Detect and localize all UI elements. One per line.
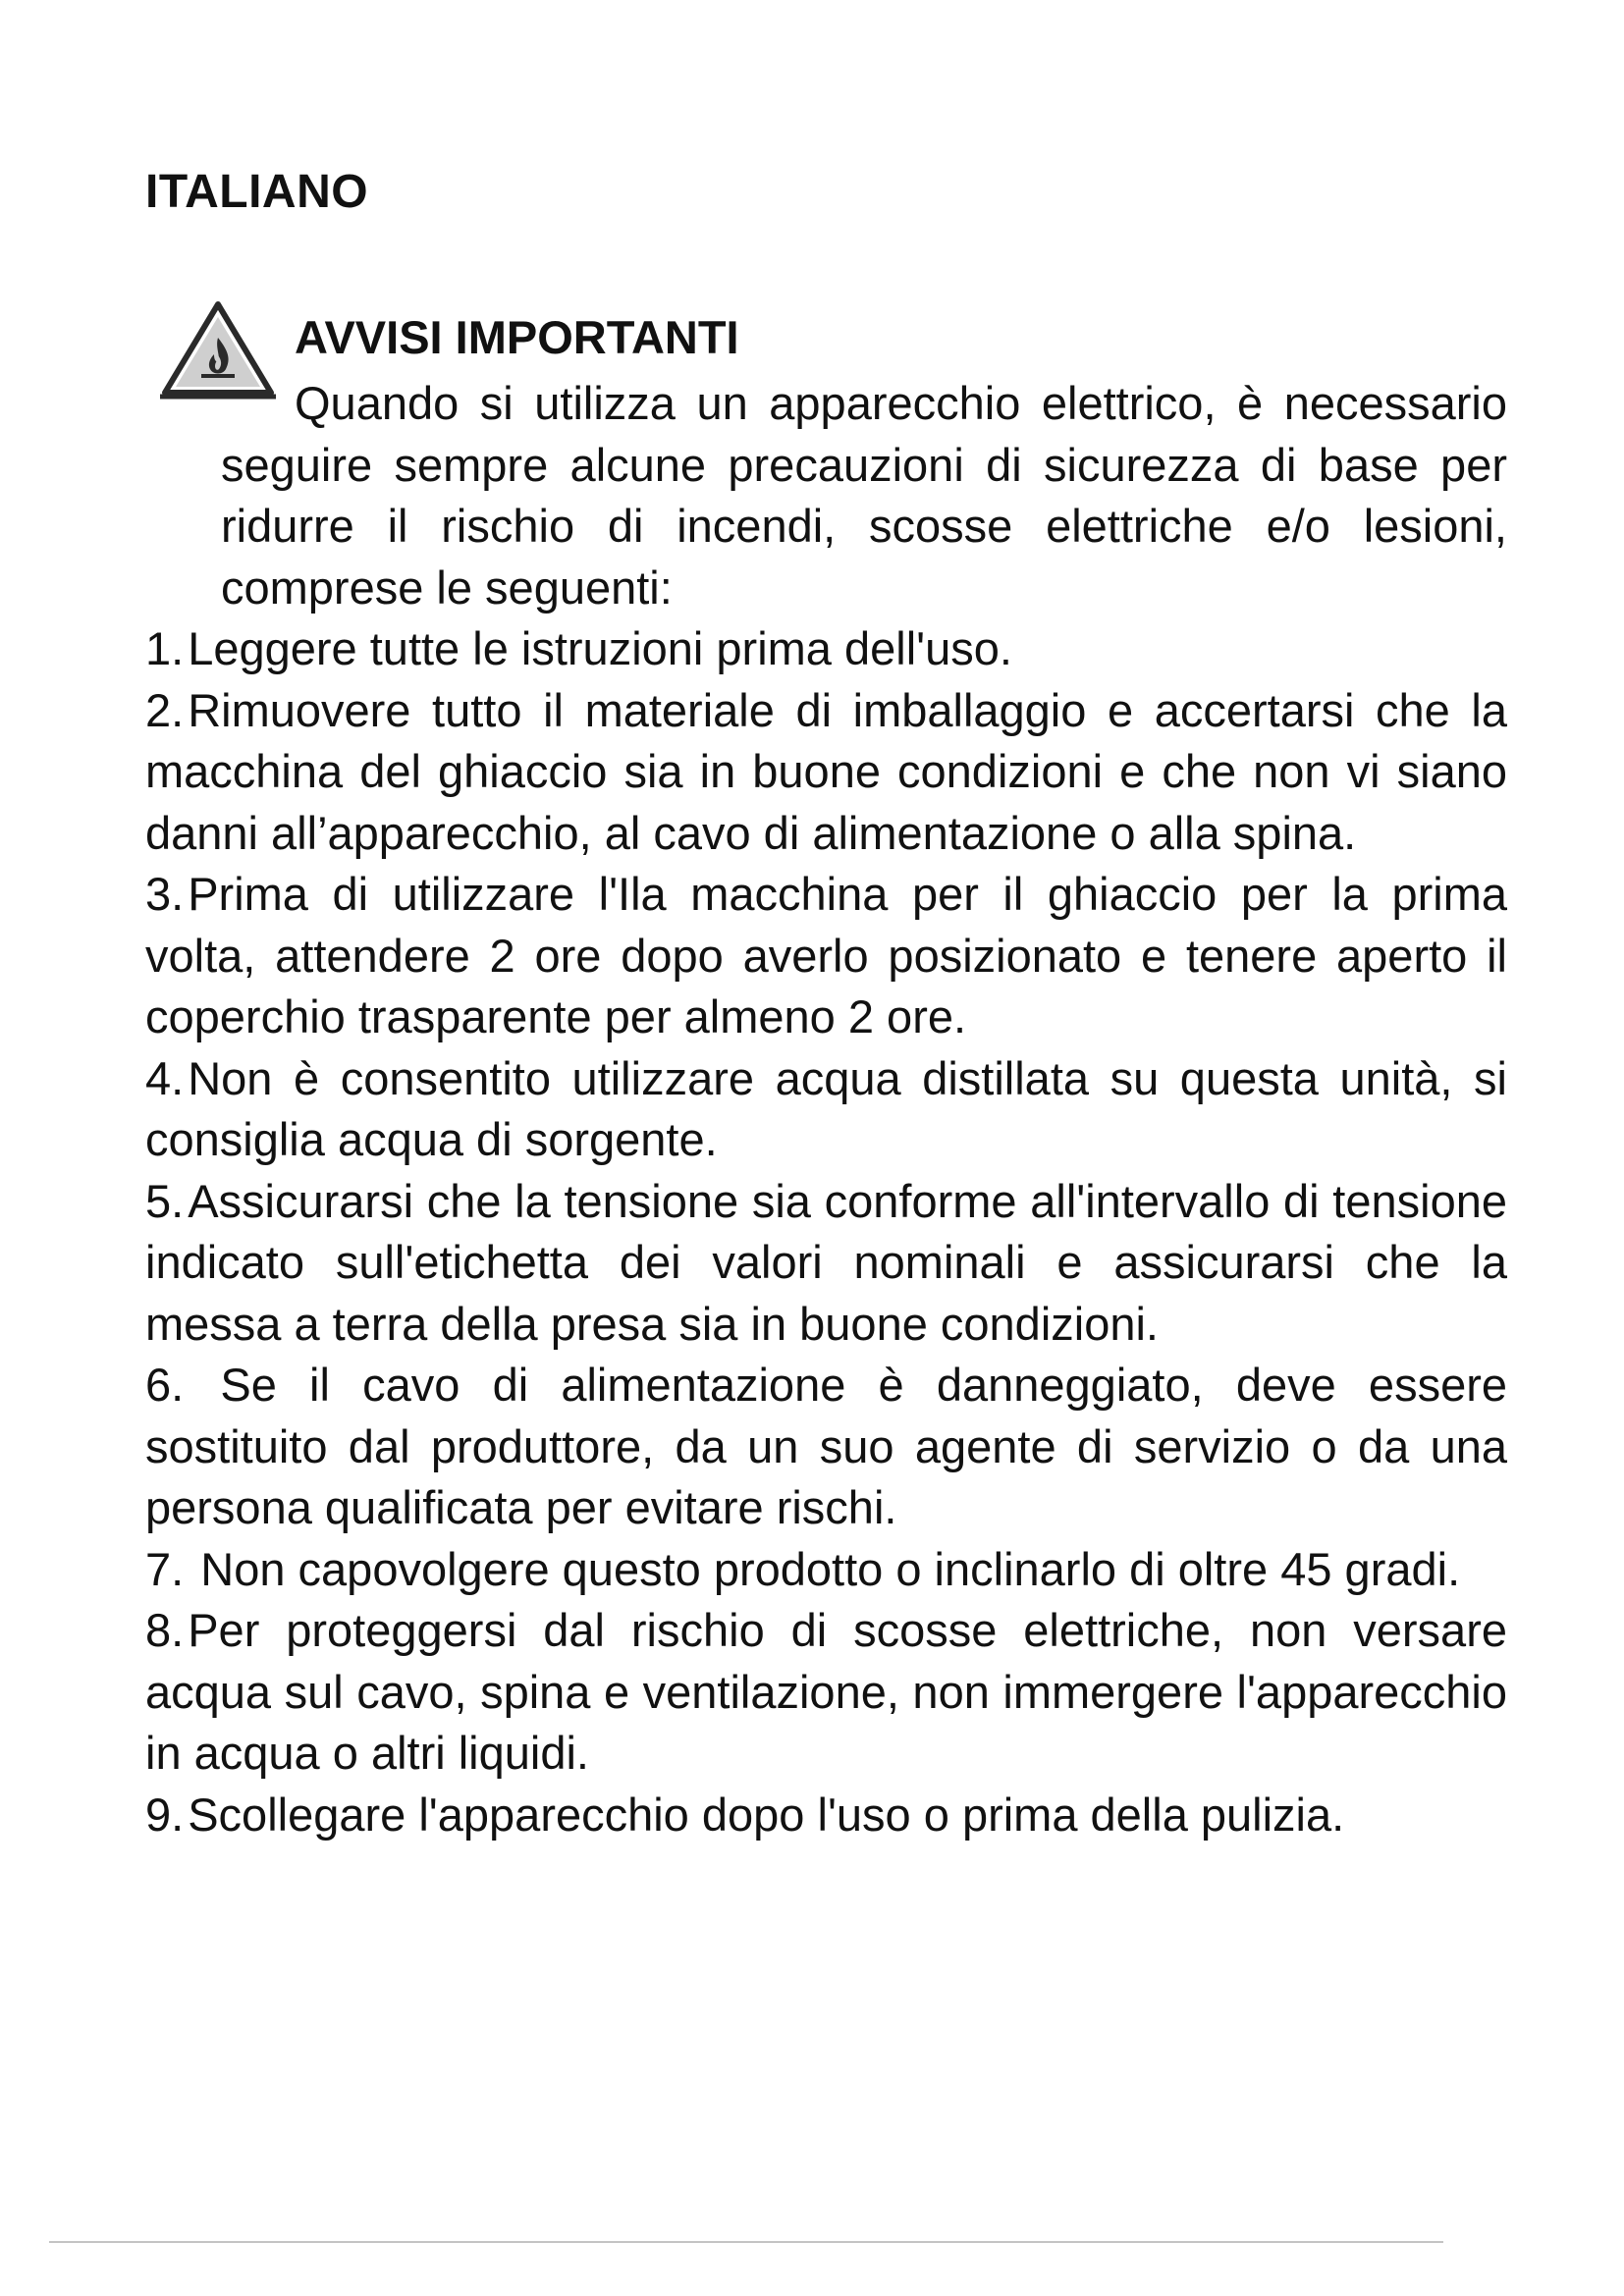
item-number: 4. xyxy=(145,1051,185,1104)
list-item xyxy=(145,1171,1507,1356)
item-number: 3. xyxy=(145,868,185,920)
item-number: 7. xyxy=(145,1542,185,1595)
item-number: 9. xyxy=(145,1788,185,1841)
item-text: Leggere tutte le istruzioni prima dell'uso. xyxy=(188,622,1012,674)
list-item xyxy=(145,618,1507,680)
item-number: 5. xyxy=(145,1174,185,1227)
precautions-list xyxy=(145,618,1507,1845)
item-text: Se il cavo di alimentazione è danneggiato, deve essere sostituito dal produttore, da un suo agente di servizio o da una persona qualificata per evitare rischi. xyxy=(145,1359,1507,1533)
warning-intro: Quando si utilizza un apparecchio elettrico, è necessario seguire sempre alcune precauzioni di sicurezza di base per ridurre il rischio di incendi, scosse elettriche e/o lesioni, comprese le seguenti: xyxy=(221,377,1507,614)
footer-divider xyxy=(49,2241,1443,2243)
list-item xyxy=(145,1539,1507,1601)
list-item xyxy=(145,680,1507,865)
list-item xyxy=(145,1355,1507,1539)
item-number: 2. xyxy=(145,683,185,736)
item-text: Non è consentito utilizzare acqua distillata su questa unità, si consiglia acqua di sorgente. xyxy=(145,1051,1507,1165)
item-text: Rimuovere tutto il materiale di imballaggio e accertarsi che la macchina del ghiaccio sia in buone condizioni e che non vi siano danni all’apparecchio, al cavo di alimentazione o alla spina. xyxy=(145,683,1507,859)
list-item xyxy=(145,1785,1507,1846)
item-text: Prima di utilizzare l'Ila macchina per il ghiaccio per la prima volta, attendere 2 ore dopo averlo posizionato e tenere aperto il coperchio trasparente per almeno 2 ore. xyxy=(145,868,1507,1042)
item-text: Scollegare l'apparecchio dopo l'uso o prima della pulizia. xyxy=(188,1788,1345,1841)
list-item xyxy=(145,1600,1507,1785)
language-heading: ITALIANO xyxy=(145,166,369,218)
list-item xyxy=(145,864,1507,1048)
item-text: Assicurarsi che la tensione sia conforme all'intervallo di tensione indicato sull'etichetta dei valori nominali e assicurarsi che la messa a terra della presa sia in buone condizioni. xyxy=(145,1174,1507,1350)
warning-title: AVVISI IMPORTANTI xyxy=(295,311,739,363)
item-text: Per proteggersi dal rischio di scosse elettriche, non versare acqua sul cavo, spina e ventilazione, non immergere l'apparecchio in acqua o altri liquidi. xyxy=(145,1604,1507,1779)
item-number: 8. xyxy=(145,1604,185,1656)
item-number: 6. xyxy=(145,1359,185,1411)
item-text: Non capovolgere questo prodotto o inclinarlo di oltre 45 gradi. xyxy=(188,1542,1461,1595)
list-item xyxy=(145,1048,1507,1171)
item-number: 1. xyxy=(145,622,185,674)
